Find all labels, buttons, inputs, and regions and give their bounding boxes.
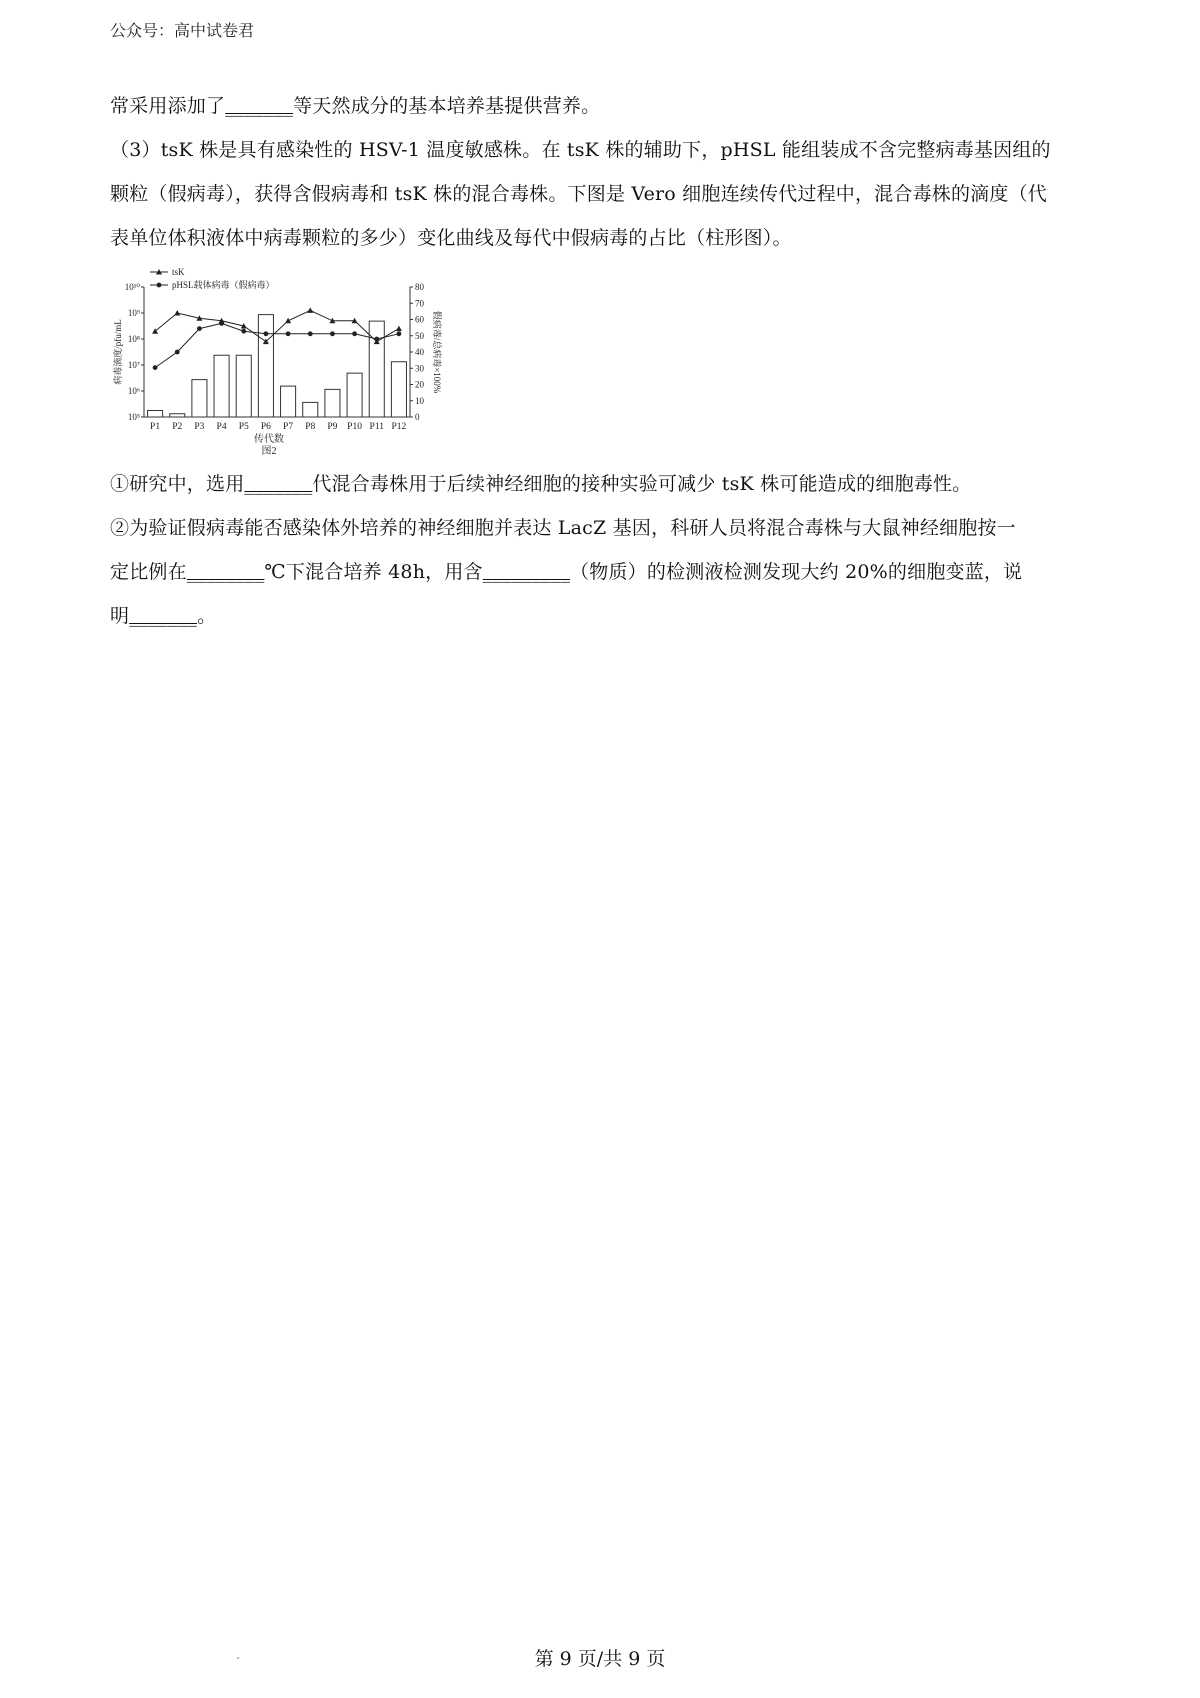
text: 代混合毒株用于后续神经细胞的接种实验可减少 tsK 株可能造成的细胞毒性。 (312, 473, 972, 495)
x-tick-label: P4 (216, 422, 227, 432)
x-tick-label: P7 (283, 422, 294, 432)
text: （物质）的检测液检测发现大约 20%的细胞变蓝，说 (570, 561, 1023, 583)
text: 。 (197, 605, 217, 627)
question-2-line-1: ②为验证假病毒能否感染体外培养的神经细胞并表达 LacZ 基因，科研人员将混合毒株与大鼠神经细胞按一 (110, 517, 1016, 539)
tsK-point (174, 310, 180, 316)
question-2-line-2 (110, 550, 1100, 594)
x-tick-label: P2 (172, 422, 183, 432)
pHSL-point (330, 331, 335, 336)
x-tick-label: P6 (260, 422, 271, 432)
x-axis-label: 传代数 (254, 434, 284, 445)
right-tick-label: 30 (415, 363, 424, 374)
bar-P9 (325, 389, 340, 417)
pHSL-point (153, 365, 158, 370)
left-tick-label: 10⁹ (127, 308, 140, 318)
text: ℃下混合培养 48h，用含 (264, 561, 483, 583)
pHSL-point (308, 331, 313, 336)
question-2-line-3 (110, 594, 1100, 638)
answer-blank: _______ (129, 605, 198, 627)
pHSL-point (352, 331, 357, 336)
right-tick-label: 80 (415, 282, 424, 292)
bar-P11 (369, 321, 384, 417)
bar-P2 (170, 414, 185, 417)
bar-P10 (347, 373, 362, 417)
x-tick-label: P5 (238, 422, 249, 432)
y-right-axis-label: 假病毒/总病毒×100% (432, 310, 442, 394)
right-tick-label: 10 (415, 395, 424, 406)
x-tick-label: P1 (150, 422, 161, 432)
bar-P4 (214, 355, 229, 417)
answer-blank: _________ (482, 561, 571, 583)
right-tick-label: 70 (415, 298, 424, 309)
right-tick-label: 20 (415, 379, 424, 390)
bar-P5 (236, 355, 251, 417)
tsK-point (396, 326, 402, 332)
x-tick-label: P8 (305, 422, 316, 432)
legend-marker-pHSL (157, 283, 162, 288)
text: 定比例在 (110, 561, 187, 583)
x-tick-label: P3 (194, 422, 205, 432)
legend-label-pHSL: pHSL载体病毒（假病毒） (172, 280, 275, 290)
bar-P3 (192, 380, 207, 417)
paragraph-3-line-1: （3）tsK 株是具有感染性的 HSV-1 温度敏感株。在 tsK 株的辅助下，pHSL 能组装成不含完整病毒基因组的 (110, 139, 1051, 161)
pHSL-point (286, 331, 291, 336)
text: 明 (110, 605, 130, 627)
page-header: 公众号：高中试卷君 (110, 21, 255, 40)
question-1 (110, 462, 1100, 506)
x-tick-label: P12 (391, 422, 407, 432)
right-tick-label: 0 (415, 412, 420, 422)
pHSL-point (241, 329, 246, 334)
pHSL-point (175, 350, 180, 355)
right-tick-label: 60 (415, 314, 424, 325)
left-tick-label: 10⁸ (127, 334, 140, 344)
page-footer: 第 9 页/共 9 页 (534, 1648, 666, 1670)
bar-P1 (148, 411, 163, 418)
x-tick-label: P9 (327, 422, 338, 432)
left-tick-label: 10¹⁰ (124, 282, 140, 292)
left-tick-label: 10⁶ (127, 386, 140, 396)
x-tick-label: P10 (347, 422, 362, 432)
bar-P8 (303, 402, 318, 417)
paragraph-1 (110, 84, 1100, 128)
pHSL-point (197, 326, 202, 331)
bar-P7 (281, 386, 296, 417)
paragraph-3-line-3: 表单位体积液体中病毒颗粒的多少）变化曲线及每代中假病毒的占比（柱形图）。 (110, 227, 792, 249)
pHSL-point (374, 337, 379, 342)
answer-blank: _______ (244, 473, 313, 495)
text: ①研究中，选用 (110, 473, 245, 495)
pHSL-point (219, 321, 224, 326)
left-tick-label: 10⁵ (127, 412, 140, 422)
tsK-point (285, 318, 291, 324)
left-tick-label: 10⁷ (127, 360, 140, 370)
answer-blank: ________ (186, 561, 265, 583)
legend-label-tsK: tsK (172, 267, 185, 277)
paragraph-3-line-2: 颗粒（假病毒），获得含假病毒和 tsK 株的混合毒株。下图是 Vero 细胞连续传代过程中，混合毒株的滴度（代 (110, 183, 1047, 205)
pHSL-point (397, 331, 402, 336)
figure-caption: 图2 (261, 446, 277, 457)
right-tick-label: 40 (415, 347, 424, 357)
x-tick-label: P11 (369, 422, 384, 432)
pHSL-point (264, 331, 269, 336)
right-tick-label: 50 (415, 330, 424, 341)
bar-P12 (391, 362, 406, 417)
bar-P6 (258, 315, 273, 417)
y-left-axis-label: 病毒滴度/pfu/mL (113, 319, 123, 385)
answer-blank: _______ (225, 95, 294, 117)
text: 等天然成分的基本培养基提供营养。 (293, 95, 601, 117)
tsK-point (307, 307, 313, 313)
text: 常采用添加了 (110, 95, 226, 117)
series-line-pHSL (155, 323, 399, 367)
